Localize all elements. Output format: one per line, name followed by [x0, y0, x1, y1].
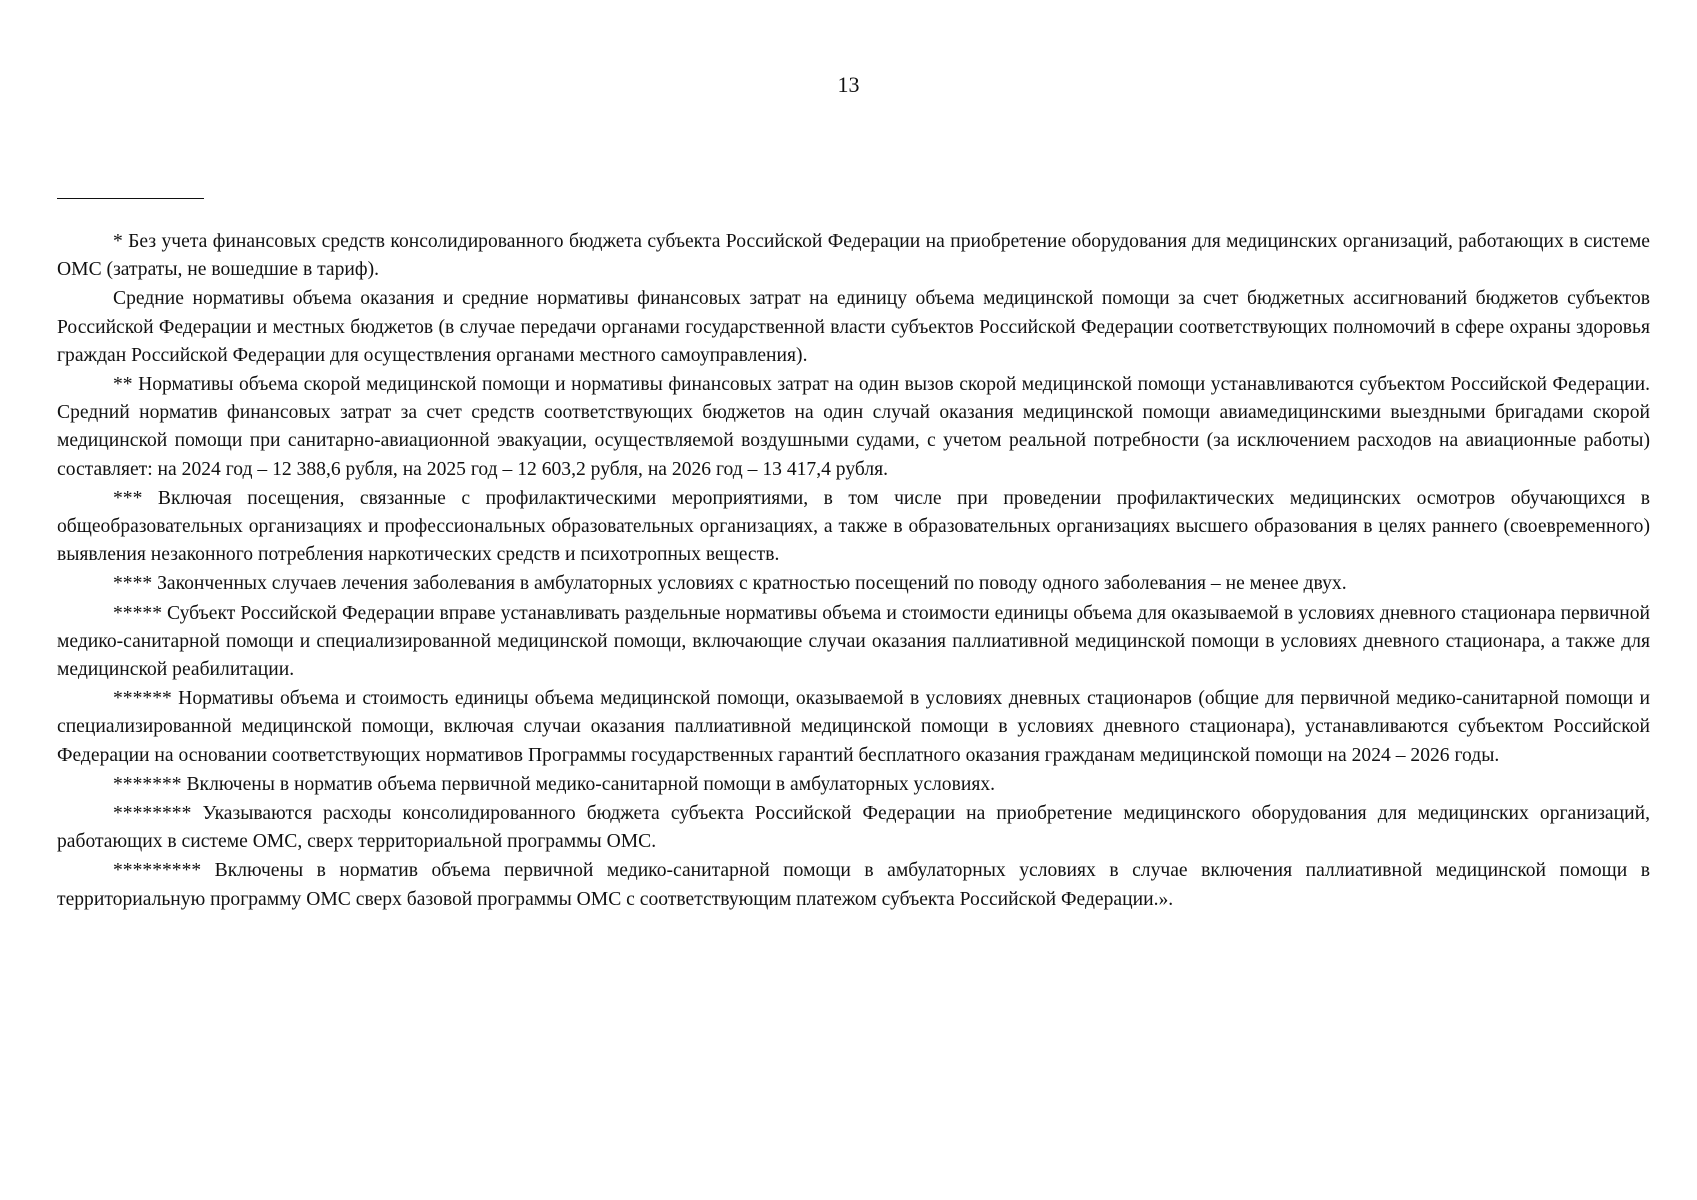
footnote-separator [57, 198, 204, 199]
footnote-7: ****** Нормативы объема и стоимость единицы объема медицинской помощи, оказываемой в условиях дневных стационаров (общие для первичной медико-санитарной помощи и специализированной медицинской помощи, включая случаи оказания паллиативной медицинской помощи в условиях дневного стационара), устанавливаются субъектом Российской Федерации на основании соответствующих нормативов Программы государственных гарантий бесплатного оказания гражданам медицинской помощи на 2024 – 2026 годы. [57, 688, 1650, 766]
footnote-10: ********* Включены в норматив объема первичной медико-санитарной помощи в амбулаторных условиях в случае включения паллиативной медицинской помощи в территориальную программу ОМС сверх базовой программы ОМС с соответствующим платежом субъекта Российской Федерации.». [57, 860, 1650, 910]
footnote-8: ******* Включены в норматив объема первичной медико-санитарной помощи в амбулаторных условиях. [113, 773, 996, 795]
footnote-5: **** Законченных случаев лечения заболевания в амбулаторных условиях с кратностью посещений по поводу одного заболевания – не менее двух. [113, 573, 1347, 595]
footnote-3: ** Нормативы объема скорой медицинской помощи и нормативы финансовых затрат на один вызов скорой медицинской помощи устанавливаются субъектом Российской Федерации. Средний норматив финансовых затрат за счет средств соответствующих бюджетов на один случай оказания медицинской помощи авиамедицинскими выездными бригадами скорой медицинской помощи при санитарно-авиационной эвакуации, осуществляемой воздушными судами, с учетом реальной потребности (за исключением расходов на авиационные работы) составляет: на 2024 год – 12 388,6 рубля, на 2025 год – 12 603,2 рубля, на 2026 год – 13 417,4 рубля. [57, 374, 1650, 480]
footnotes-block [57, 228, 1650, 915]
page-number: 13 [837, 72, 860, 97]
footnote-6: ***** Субъект Российской Федерации вправе устанавливать раздельные нормативы объема и стоимости единицы объема для оказываемой в условиях дневного стационара первичной медико-санитарной помощи и специализированной медицинской помощи, включающие случаи оказания паллиативной медицинской помощи в условиях дневного стационара, а также для медицинской реабилитации. [57, 602, 1650, 681]
footnote-2: Средние нормативы объема оказания и средние нормативы финансовых затрат на единицу объема медицинской помощи за счет бюджетных ассигнований бюджетов субъектов Российской Федерации и местных бюджетов (в случае передачи органами государственной власти субъектов Российской Федерации соответствующих полномочий в сфере охраны здоровья граждан Российской Федерации для осуществления органами местного самоуправления). [57, 288, 1650, 366]
footnote-4: *** Включая посещения, связанные с профилактическими мероприятиями, в том числе при проведении профилактических медицинских осмотров обучающихся в общеобразовательных организациях и профессиональных образовательных организациях, а также в образовательных организациях высшего образования в целях раннего (своевременного) выявления незаконного потребления наркотических средств и психотропных веществ. [57, 487, 1650, 566]
footnote-9: ******** Указываются расходы консолидированного бюджета субъекта Российской Федерации на приобретение медицинского оборудования для медицинских организаций, работающих в системе ОМС, сверх территориальной программы ОМС. [57, 803, 1650, 853]
footnote-1: * Без учета финансовых средств консолидированного бюджета субъекта Российской Федерации на приобретение оборудования для медицинских организаций, работающих в системе ОМС (затраты, не вошедшие в тариф). [57, 231, 1650, 281]
